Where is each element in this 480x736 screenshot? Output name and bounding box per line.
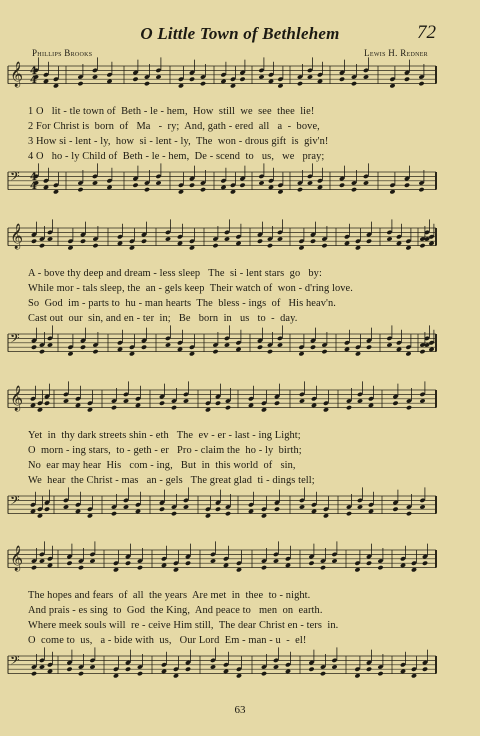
note-head [261, 671, 267, 676]
treble-clef-icon: 𝄞 [10, 386, 24, 411]
note-head [137, 671, 143, 676]
note-head [125, 561, 131, 566]
note-head [200, 81, 206, 86]
note-head [346, 405, 352, 410]
note-head [392, 507, 398, 512]
note-head [257, 239, 263, 244]
note-head [171, 511, 177, 516]
note-head [320, 565, 326, 570]
hymn-number: 72 [417, 22, 436, 43]
note-head [257, 345, 263, 350]
note-head [274, 401, 280, 406]
note-head [225, 405, 231, 410]
note-head [377, 565, 383, 570]
note-head [31, 239, 37, 244]
time-signature: 4 [30, 181, 37, 192]
treble-clef-icon: 𝄞 [10, 546, 24, 571]
lyric-line: No ear may hear His com - ing, But in this world of sin, [28, 460, 296, 471]
note-head [351, 187, 357, 192]
note-head [346, 511, 352, 516]
note-head [418, 81, 424, 86]
note-head [308, 667, 314, 672]
note-head [44, 401, 50, 406]
note-head [141, 239, 147, 244]
lyric-line: 2 For Christ is born of Ma - ry; And, gath - ered all a - bove, [28, 121, 320, 132]
note-head [308, 561, 314, 566]
note-head [212, 243, 218, 248]
lyric-line: A - bove thy deep and dream - less sleep The si - lent stars go by: [28, 268, 322, 279]
lyric-line: While mor - tals sleep, the an - gels keep Their watch of won - d'ring love. [28, 283, 353, 294]
note-head [310, 239, 316, 244]
note-head [137, 565, 143, 570]
note-head [351, 81, 357, 86]
time-signature: 4 [30, 66, 37, 77]
note-head [267, 243, 273, 248]
note-head [111, 405, 117, 410]
note-head [422, 561, 428, 566]
lyric-line: Cast out our sin, and en - ter in; Be born in us to - day. [28, 313, 298, 324]
note-head [78, 671, 84, 676]
note-head [310, 345, 316, 350]
note-head [31, 345, 37, 350]
note-head [144, 187, 150, 192]
lyric-line: Yet in thy dark streets shin - eth The ev - er - last - ing Light; [28, 430, 301, 441]
note-head [267, 349, 273, 354]
note-head [215, 507, 221, 512]
note-head [144, 81, 150, 86]
note-head [239, 183, 245, 188]
bass-clef-icon: 𝄢 [10, 169, 20, 187]
note-head [404, 183, 410, 188]
note-head [404, 77, 410, 82]
note-head [31, 671, 37, 676]
note-head [418, 187, 424, 192]
lyricist-credit: Phillips Brooks [32, 48, 93, 58]
note-head [39, 349, 45, 354]
time-signature: 4 [30, 75, 37, 86]
lyric-line: So God im - parts to hu - man hearts The bless - ings of His heav'n. [28, 298, 336, 309]
note-head [125, 667, 131, 672]
note-head [39, 243, 45, 248]
note-head [66, 667, 72, 672]
note-head [141, 345, 147, 350]
hymn-title: O Little Town of Bethlehem [140, 24, 340, 43]
note-head [419, 349, 425, 354]
note-head [339, 77, 345, 82]
note-head [185, 561, 191, 566]
lyric-line: We hear the Christ - mas an - gels The great glad ti - dings tell; [28, 475, 315, 486]
note-head [239, 77, 245, 82]
note-head [92, 243, 98, 248]
time-signature: 4 [30, 172, 37, 183]
composer-credit: Lewis H. Redner [364, 48, 428, 58]
note-head [31, 565, 37, 570]
lyric-line: O morn - ing stars, to - geth - er Pro - claim the ho - ly birth; [28, 445, 302, 456]
treble-clef-icon: 𝄞 [10, 62, 24, 87]
note-head [189, 77, 195, 82]
note-head [159, 507, 165, 512]
note-head [366, 345, 372, 350]
note-head [212, 349, 218, 354]
note-head [422, 667, 428, 672]
note-head [80, 345, 86, 350]
bass-clef-icon: 𝄢 [10, 331, 20, 349]
note-head [77, 187, 83, 192]
note-head [321, 349, 327, 354]
note-head [189, 183, 195, 188]
lyric-line: 1 O lit - tle town of Beth - le - hem, How still we see thee lie! [28, 106, 315, 117]
note-head [366, 667, 372, 672]
note-head [171, 405, 177, 410]
note-head [274, 507, 280, 512]
note-head [78, 565, 84, 570]
note-head [320, 671, 326, 676]
note-head [406, 511, 412, 516]
note-head [92, 349, 98, 354]
note-head [80, 239, 86, 244]
note-head [77, 81, 83, 86]
lyric-line: The hopes and fears of all the years Are met in thee to - night. [28, 590, 311, 601]
lyric-line: O come to us, a - bide with us, Our Lord Em - man - u - el! [28, 635, 307, 646]
note-head [297, 81, 303, 86]
bass-clef-icon: 𝄢 [10, 653, 20, 671]
bass-clef-icon: 𝄢 [10, 493, 20, 511]
note-head [111, 511, 117, 516]
note-head [159, 401, 165, 406]
note-head [66, 561, 72, 566]
note-head [132, 183, 138, 188]
treble-clef-icon: 𝄞 [10, 224, 24, 249]
lyric-line: 4 O ho - ly Child of Beth - le - hem, De - scend to us, we pray; [28, 151, 325, 162]
lyric-line: Where meek souls will re - ceive Him still, The dear Christ en - ters in. [28, 620, 339, 631]
note-head [261, 565, 267, 570]
note-head [132, 77, 138, 82]
note-head [366, 561, 372, 566]
note-head [321, 243, 327, 248]
note-head [406, 405, 412, 410]
note-head [366, 239, 372, 244]
note-head [392, 401, 398, 406]
lyric-line: 3 How si - lent - ly, how si - lent - ly, The won - drous gift is giv'n! [28, 136, 329, 147]
note-head [44, 507, 50, 512]
note-head [339, 183, 345, 188]
note-head [215, 401, 221, 406]
note-head [297, 187, 303, 192]
note-head [377, 671, 383, 676]
note-head [200, 187, 206, 192]
lyric-line: And prais - es sing to God the King, And peace to men on earth. [28, 605, 323, 616]
note-head [185, 667, 191, 672]
note-head [225, 511, 231, 516]
page-number: 63 [234, 704, 246, 716]
note-head [419, 243, 425, 248]
